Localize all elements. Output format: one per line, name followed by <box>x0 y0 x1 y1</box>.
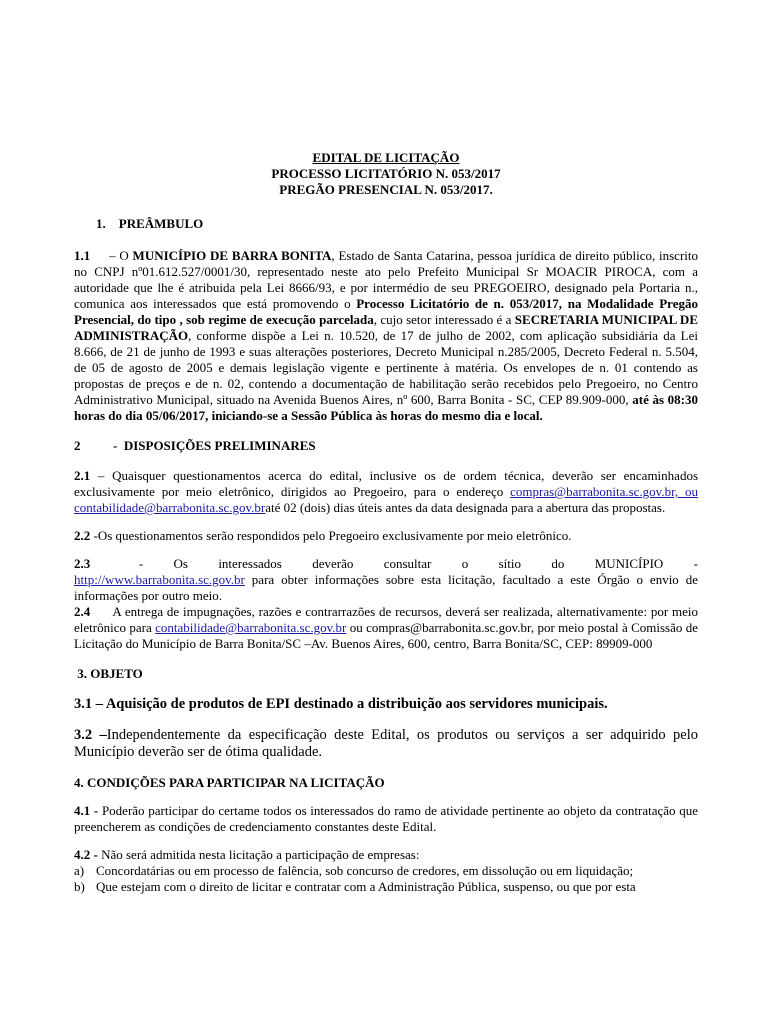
website-link[interactable]: http://www.barrabonita.sc.gov.br <box>74 572 245 587</box>
section-1-title: 1. PREÂMBULO <box>96 216 204 231</box>
paragraph-3-1: 3.1 – Aquisição de produtos de EPI destinado a distribuição aos servidores municipais. <box>74 696 608 712</box>
section-4-title: 4. CONDIÇÕES PARA PARTICIPAR NA LICITAÇÃO <box>74 775 385 790</box>
list-item: a) Concordatárias ou em processo de falência, sob concurso de credores, em dissolução ou em liquidação; <box>74 863 634 878</box>
paragraph-2-2: 2.2 -Os questionamentos serão respondidos pelo Pregoeiro exclusivamente por meio eletrônico. <box>74 528 572 543</box>
document-body <box>74 150 702 895</box>
header-process: PROCESSO LICITATÓRIO N. 053/2017 <box>271 166 501 181</box>
paragraph-1-1: 1.1 – O MUNICÍPIO DE BARRA BONITA, Estado de Santa Catarina, pessoa jurídica de direito público, inscrito no CNPJ nº01.612.527/0001/30, representado neste ato pelo Prefeito Municipal Sr MOACIR PIROCA, com a autoridade que lhe é atribuida pela Lei 8666/93, e por intermédio de seu PREGOEIRO, designado pela Portaria n., comunica aos interessados que está promovendo o Processo Licitatório de n. 053/2017, na Modalidade Pregão Presencial, do tipo , sob regime de execução parcelada, cujo setor interessado é a SECRETARIA MUNICIPAL DE ADMINISTRAÇÃO, conforme dispõe a Lei n. 10.520, de 17 de julho de 2002, com aplicação subsidiária da Lei 8.666, de 21 de junho de 1993 e suas alterações posteriores, Decreto Municipal n.285/2005, Decreto Federal n. 5.504, de 05 de agosto de 2005 e demais legislação vigente e pertinente à matéria. Os envelopes de n. 01 contendo as propostas de preços e de n. 02, contendo a documentação de habilitação serão recebidos pelo Pregoeiro, no Centro Administrativo Municipal, situado na Avenida Buenos Aires, nº 600, Barra Bonita - SC, CEP 89.909-000, até às 08:30 horas do dia 05/06/2017, iniciando-se a Sessão Pública às horas do mesmo dia e local. <box>74 248 699 423</box>
header-title: EDITAL DE LICITAÇÃO <box>312 150 460 165</box>
paragraph-number: 1.1 <box>74 248 91 263</box>
paragraph-2-3: 2.3 - Os interessados deverão consultar o sítio do MUNICÍPIO - http://www.barrabonita.sc.gov.br para obter informações sobre esta licitação, facultado a este Órgão o envio de informações por outro meio. <box>74 556 702 603</box>
paragraph-3-2: 3.2 –Independentemente da especificação deste Edital, os produtos ou serviços a ser adquirido pelo Município deverão ser de ótima qualidade. <box>74 727 698 760</box>
paragraph-4-2: 4.2 - Não será admitida nesta licitação a participação de empresas: <box>74 847 420 862</box>
header-pregao: PREGÃO PRESENCIAL N. 053/2017. <box>279 182 493 197</box>
paragraph-2-4: 2.4 A entrega de impugnações, razões e contrarrazões de recursos, deverá ser realizada, alternativamente: por meio eletrônico para contabilidade@barrabonita.sc.gov.br ou compras@barrabonita.sc.gov.br, por meio postal à Comissão de Licitação do Município de Barra Bonita/SC –Av. Buenos Aires, 600, centro, Barra Bonita/SC, CEP: 89909-000 <box>74 604 702 651</box>
email-link[interactable]: contabilidade@barrabonita.sc.gov.br <box>155 620 347 635</box>
paragraph-4-1: 4.1 - Poderão participar do certame todos os interessados do ramo de atividade pertinente ao objeto da contratação que preencherem as condições de credenciamento constantes deste Edital. <box>74 803 698 834</box>
section-3-title: 3. OBJETO <box>74 666 143 681</box>
email-link[interactable]: compras@barrabonita.sc.gov.br, ou contabilidade@barrabonita.sc.gov.br <box>74 484 699 515</box>
document-header <box>74 150 698 198</box>
list-item: b) Que estejam com o direito de licitar e contratar com a Administração Pública, suspenso, ou que por esta <box>74 879 636 894</box>
paragraph-2-1: 2.1 – Quaisquer questionamentos acerca do edital, inclusive os de ordem técnica, deverão ser encaminhados exclusivamente por meio eletrônico, dirigidos ao Pregoeiro, para o endereço compras@barrabonita.sc.gov.br, ou contabilidade@barrabonita.sc.gov.braté 02 (dois) dias úteis antes da data designada para a abertura das propostas. <box>74 468 699 515</box>
section-2-title: 2 - DISPOSIÇÕES PRELIMINARES <box>74 438 316 453</box>
